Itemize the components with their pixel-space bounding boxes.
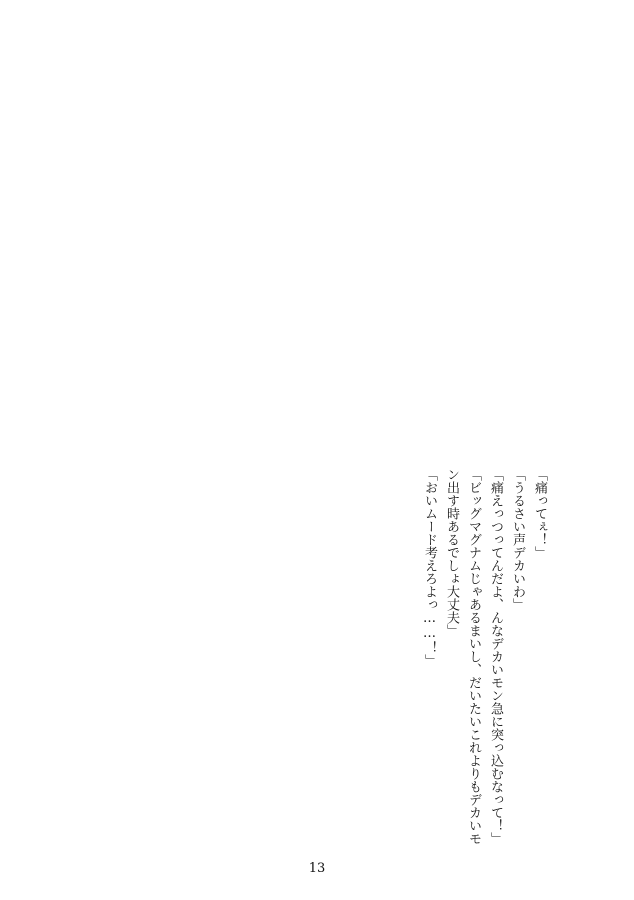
dialogue-line: 「痛ってぇ！」 [532,468,547,559]
dialogue-line: 「ビッグマグナムじゃあるまいし、だいたいこれよりもデカいモン出す時あるでしょ大丈夫」 [444,468,481,845]
dialogue-line: 「うるさい声デカいわ」 [510,468,525,611]
upper-text-block [90,52,550,432]
dialogue-line: 「おいムード考えろよっ……！」 [422,468,437,667]
lower-text-block [90,468,550,848]
page-number: 13 [308,861,326,876]
dialogue-line: 「痛えっつってんだよ、んなデカいモン急に突っ込むなって！」 [488,468,503,845]
